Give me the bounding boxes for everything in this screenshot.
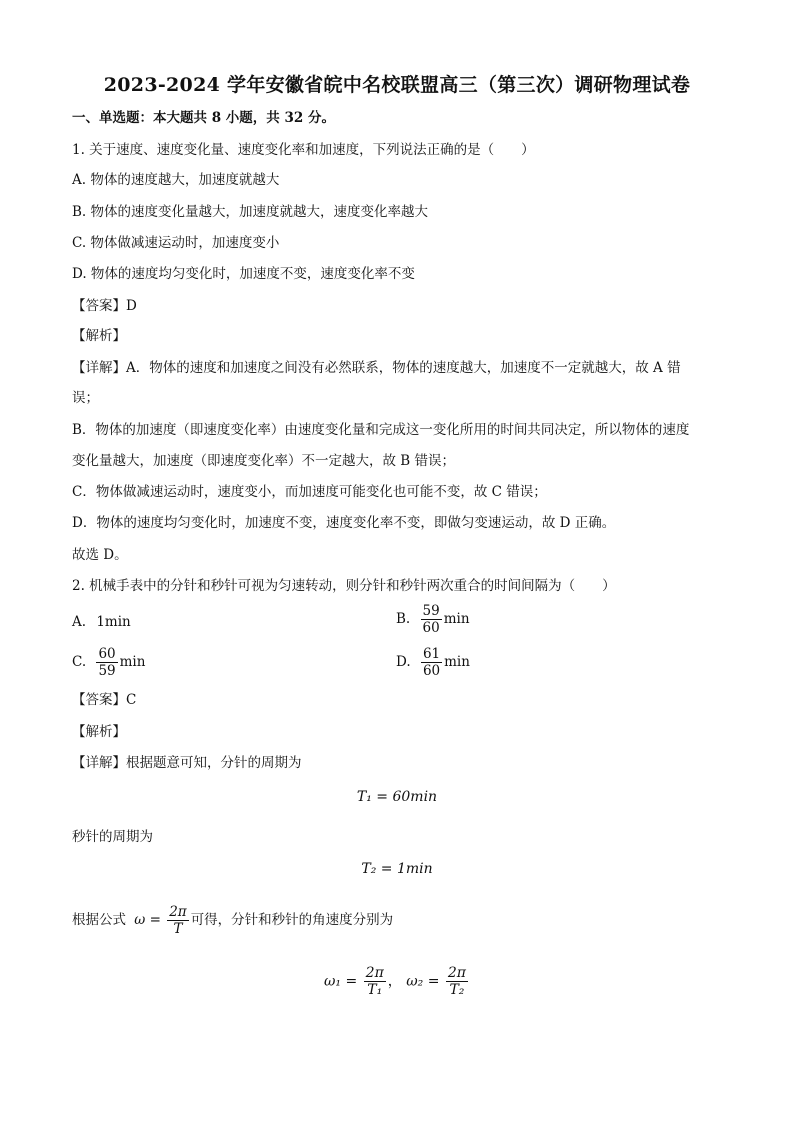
q2-omega2-symbol: ω₂ = — [406, 973, 440, 990]
q2-equation-omegas — [0, 965, 794, 998]
q2-option-b-fraction — [421, 603, 442, 636]
q1-detail-4: D．物体的速度均匀变化时，加速度不变，速度变化率不变，即做匀变速运动，故 D 正确。 — [72, 515, 616, 531]
q2-text-2: 秒针的周期为 — [72, 829, 153, 845]
q2-option-a — [72, 612, 131, 632]
q2-text-3 — [72, 904, 393, 937]
q2-omega-fraction — [167, 904, 188, 937]
q1-option-d: D. 物体的速度均匀变化时，加速度不变，速度变化率不变 — [72, 266, 415, 282]
q2-stem: 2. 机械手表中的分针和秒针可视为匀速转动，则分针和秒针两次重合的时间间隔为（ ） — [72, 578, 616, 594]
q2-omega2-numerator: 2π — [447, 965, 466, 981]
q2-equation-t2: T₂ = 1min — [361, 861, 433, 877]
q2-omega-numerator: 2π — [169, 904, 187, 920]
q1-detail-1b: 误； — [72, 390, 99, 406]
q1-detail-2: B．物体的加速度（即速度变化率）由速度变化量和完成这一变化所用的时间共同决定，所以物体的速度 — [72, 422, 690, 438]
q2-option-a-label: A. — [72, 614, 87, 630]
q2-omega1-numerator: 2π — [365, 965, 384, 981]
page-title: 2023-2024 学年安徽省皖中名校联盟高三（第三次）调研物理试卷 — [103, 74, 691, 96]
q2-option-b-unit: min — [443, 611, 470, 627]
q2-omega-denominator: T — [173, 921, 183, 937]
q2-option-a-value: 1min — [96, 614, 131, 630]
q1-detail-1: 【详解】A．物体的速度和加速度之间没有必然联系，物体的速度越大，加速度不一定就越大，故 A 错 — [72, 360, 681, 376]
q2-answer: 【答案】C — [72, 692, 137, 708]
q2-text-3-pre: 根据公式 — [72, 912, 126, 928]
q1-conclusion: 故选 D。 — [72, 547, 128, 563]
q2-option-c-denominator: 59 — [98, 663, 116, 679]
q2-text-3-post: 可得，分针和秒针的角速度分别为 — [190, 912, 394, 928]
q1-answer: 【答案】D — [72, 298, 137, 314]
q2-option-c-fraction — [96, 646, 117, 679]
q2-analysis-label: 【解析】 — [72, 724, 126, 740]
q1-detail-2b: 变化量越大，加速度（即速度变化率）不一定越大，故 B 错误； — [72, 453, 456, 469]
q1-stem: 1. 关于速度、速度变化量、速度变化率和加速度，下列说法正确的是（ ） — [72, 142, 535, 158]
q2-option-d — [396, 646, 470, 679]
q2-option-d-numerator: 61 — [422, 646, 441, 662]
q2-omega-separator: ， — [387, 973, 402, 990]
q2-option-c-label: C. — [72, 654, 87, 670]
q2-option-b — [396, 603, 470, 636]
q1-option-c: C. 物体做减速运动时，加速度变小 — [72, 235, 280, 251]
q2-detail-1: 【详解】根据题意可知，分针的周期为 — [72, 755, 302, 771]
q2-option-c-unit: min — [119, 654, 146, 670]
q2-option-b-label: B. — [396, 611, 411, 627]
q2-option-c-numerator: 60 — [98, 646, 116, 662]
q2-option-d-unit: min — [444, 654, 470, 670]
q2-omega-symbol: ω = — [134, 912, 161, 928]
q2-option-d-fraction — [421, 646, 442, 679]
q1-detail-3: C．物体做减速运动时，速度变小，而加速度可能变化也可能不变，故 C 错误； — [72, 484, 547, 500]
q2-omega2-fraction — [446, 965, 468, 998]
q2-omega1-symbol: ω₁ = — [323, 973, 358, 990]
q2-option-d-denominator: 60 — [422, 663, 441, 679]
section-header: 一、单选题：本大题共 8 小题，共 32 分。 — [72, 110, 335, 126]
q2-option-b-numerator: 59 — [422, 603, 440, 619]
q2-option-b-denominator: 60 — [422, 620, 440, 636]
q2-equation-t1: T₁ = 60min — [356, 789, 438, 805]
q2-option-c — [72, 646, 145, 679]
q1-option-b: B. 物体的速度变化量越大，加速度就越大，速度变化率越大 — [72, 204, 429, 220]
q1-option-a: A. 物体的速度越大，加速度就越大 — [72, 172, 280, 188]
q2-option-d-label: D. — [396, 654, 411, 670]
q2-omega1-denominator: T₁ — [367, 982, 383, 998]
q1-analysis-label: 【解析】 — [72, 328, 126, 344]
q2-omega1-fraction — [364, 965, 386, 998]
q2-omega2-denominator: T₂ — [449, 982, 465, 998]
